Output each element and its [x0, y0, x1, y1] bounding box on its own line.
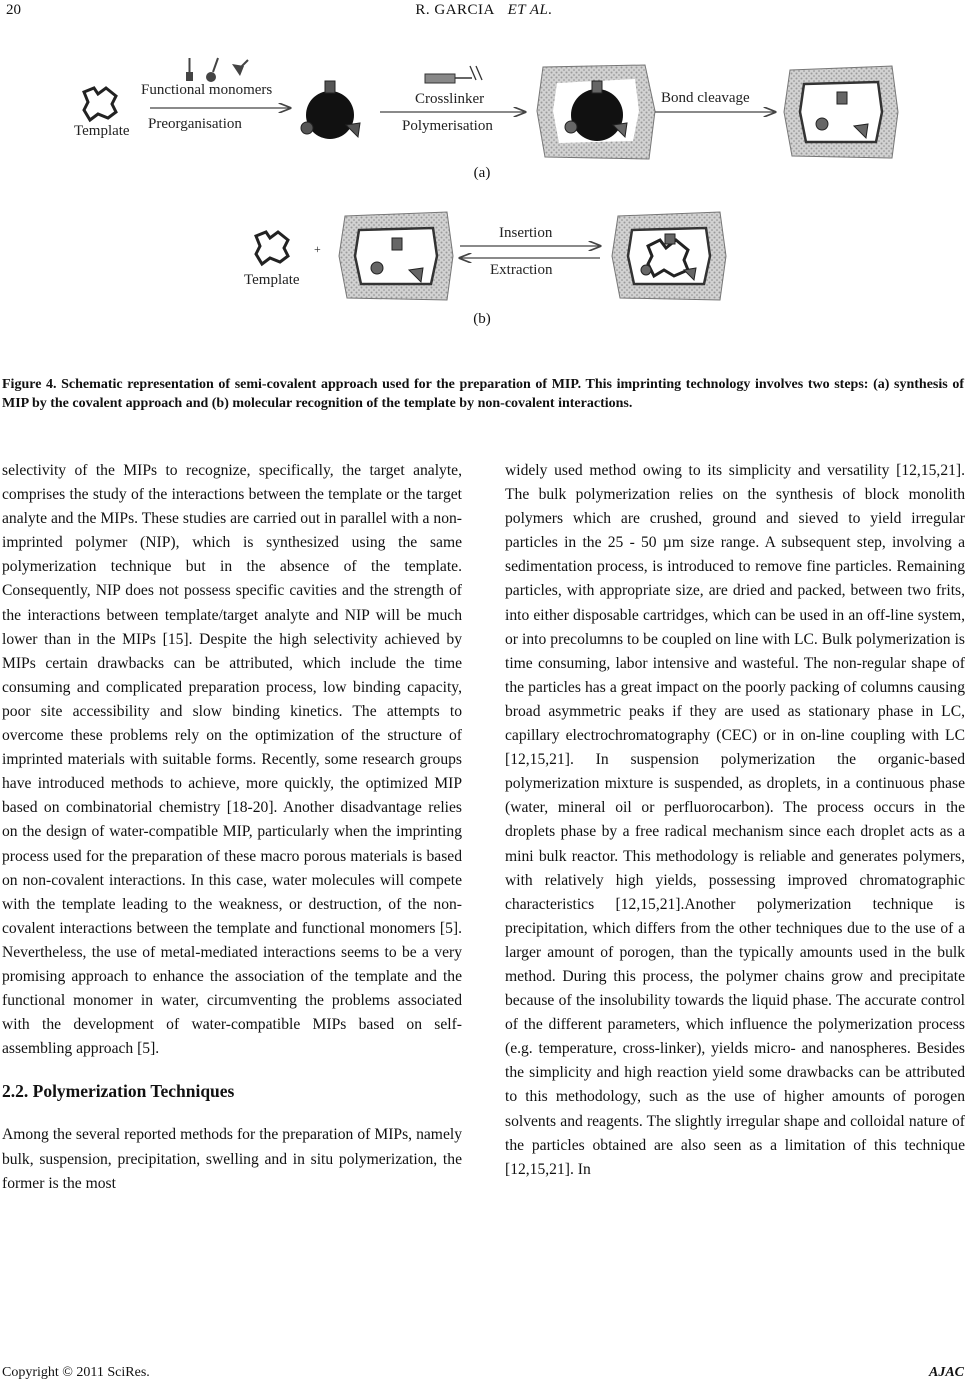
polymer-with-rebound-template — [612, 212, 726, 300]
right-paragraph-1: widely used method owing to its simplicity and versatility [12,15,21]. The bulk polymerization relies on the synthesis of block monolith polymers which are crushed, ground and sieved to yield irregular particles in the 25 - 50 µm size range. A subsequent step, involving a sedimentation process, is introduced to remove fine particles. Remaining particles, with appropriate size, are dried and packed, between two frits, into either disposable cartridges, which can be used in an off-line system, or into precolumns to be coupled on line with LC. Bulk polymerization is time consuming, labor intensive and wasteful. The non-regular shape of the particles has a great impact on the poorly packing of columns causing broad asymmetric peaks if they are used as stationary phase in LC, capillary electrochromatography (CEC) or in on-line coupling with LC [12,15,21]. In suspension polymerization the organic-based polymerization mixture is suspended, as droplets, in a continuous phase (water, mineral oil or perfluorocarbon). The process occurs in the droplets phase by a free radical mechanism since each droplet acts as a mini bulk reactor. This methodology is reliable and generates polymers, with relatively high yields, possessing improved chromatographic characteristics [12,15,21].Another polymerization technique is precipitation, which differs from the other techniques due to the use of a larger amount of porogen, than the typically amounts used in the bulk method. During this process, the polymer chains grow and precipitate because of the insolubility towards the liquid phase. The accurate control of the different parameters, which influence the polymerization process (e.g. temperature, cross-linker), yields micro- and nanospheres. Besides the simplicity and high reaction yield some drawbacks can be attributed to this methodology, such as the use of higher amounts of porogen solvents and reagents. The slightly irregular shape and colloidal nature of the particles obtained are also seen as a limitation of this technique [12,15,21]. In — [505, 462, 965, 1178]
preorganisation-label: Preorganisation — [148, 116, 242, 132]
crosslinker-icon — [425, 66, 482, 83]
left-paragraph-1: selectivity of the MIPs to recognize, specifically, the target analyte, comprises the study of the interactions between the template or the target analyte and the MIPs. These studies are carried out in parallel with a non-imprinted polymer (NIP), which is synthesized using the same polymerization technique but in the absence of the template. Consequently, NIP does not possess specific cavities and the strength of the interactions between template/target analyte and NIP will be much lower than in the MIPs [15]. Despite the high selectivity achieved by MIPs certain drawbacks can be attributed, which include the time consuming and complicated preparation process, low binding capacity, poor site accessibility and slow binding kinetics. The attempts to overcome these problems rely on the optimization of the structure of imprinted materials with suitable forms. Recently, some research groups have introduced methods to achieve, more quickly, the optimized MIP based on combinatorial chemistry [18-20]. Another disadvantage relies on the design of water-compatible MIP, particularly when the imprinting process used for the preparation of these macro porous materials is based on non-covalent interactions. In this case, water molecules will compete with the template leading to the weakness, or destruction, of the non-covalent interactions between the template and functional monomers [5]. Nevertheless, the use of metal-mediated interactions seems to be a very promising approach to enhance the association of the template and the functional monomer in water, circumventing the problems associated with the development of water-compatible MIPs based on self- assembling approach [5]. — [2, 462, 462, 1058]
template-label-a: Template — [74, 123, 130, 139]
right-column — [505, 459, 965, 1182]
template-label-b: Template — [244, 272, 300, 288]
running-head-et-al: ET AL. — [507, 2, 553, 18]
template-molecule-a — [84, 88, 116, 120]
insertion-label: Insertion — [499, 225, 553, 241]
section-heading: 2.2. Polymerization Techniques — [2, 1081, 235, 1102]
figure-caption: Figure 4. Schematic representation of semi-covalent approach used for the preparation of MIP. This imprinting technology involves two steps: (a) synthesis of MIP by the covalent approach and (b) molecular recognition of the template by non-covalent interactions. — [2, 377, 964, 411]
plus-sign: + — [314, 242, 321, 256]
bond-cleavage-label: Bond cleavage — [661, 90, 750, 106]
footer-journal: AJAC — [928, 1365, 964, 1380]
crosslinker-label: Crosslinker — [415, 91, 485, 107]
panel-a-label: (a) — [473, 165, 491, 181]
template-molecule-b — [256, 232, 288, 264]
functional-monomers-icons — [186, 58, 248, 82]
polymer-with-template — [537, 65, 655, 159]
imprinted-polymer-a — [784, 66, 898, 158]
footer-copyright: Copyright © 2011 SciRes. — [2, 1365, 150, 1380]
left-column — [2, 459, 462, 1196]
extraction-label: Extraction — [490, 262, 553, 278]
polymerisation-label: Polymerisation — [402, 118, 493, 134]
functional-monomers-label: Functional monomers — [141, 82, 273, 98]
panel-b-label: (b) — [473, 311, 491, 327]
imprinted-polymer-b — [339, 212, 453, 300]
left-paragraph-2: Among the several reported methods for the preparation of MIPs, namely bulk, suspension, precipitation, swelling and in situ polymerization, the former is the most — [2, 1126, 462, 1192]
page-number: 20 — [6, 2, 21, 18]
running-head-authors: R. GARCIA — [415, 2, 495, 18]
preorganised-complex — [301, 81, 360, 139]
